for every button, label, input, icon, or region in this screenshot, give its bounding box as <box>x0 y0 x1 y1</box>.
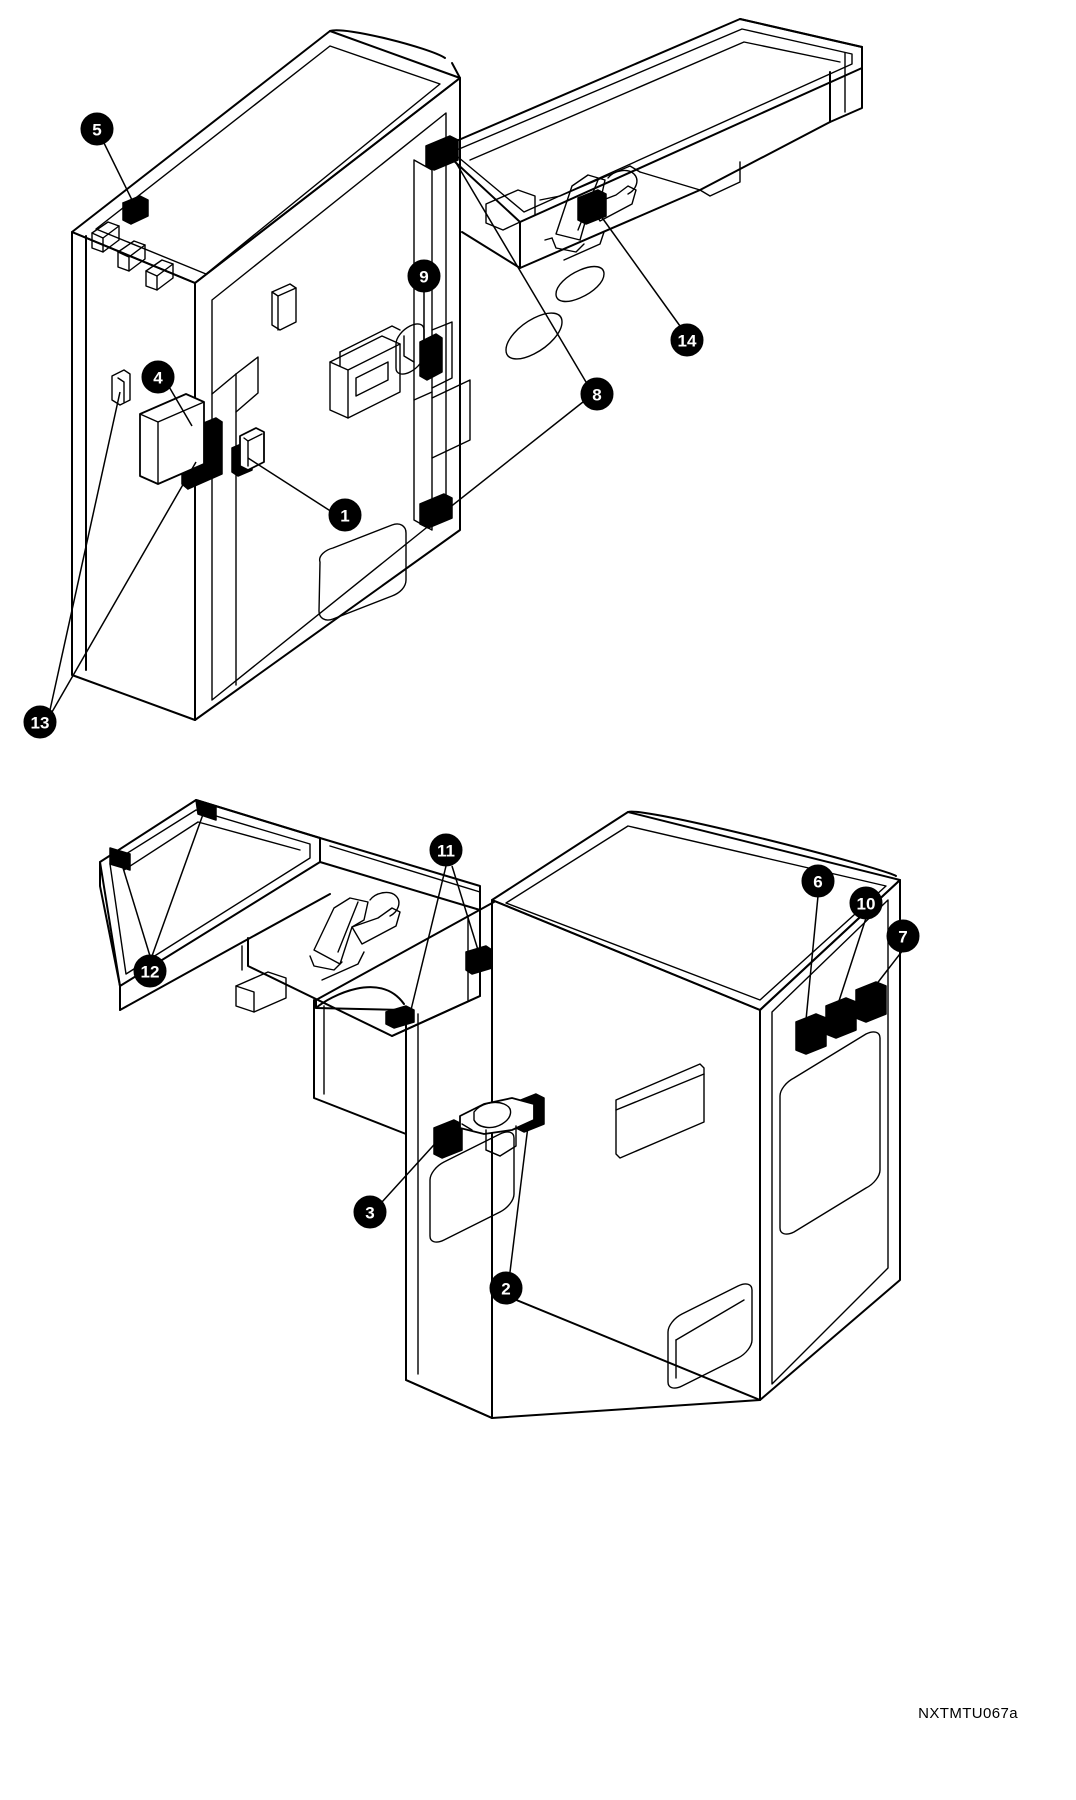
callout-3[interactable] <box>354 1196 386 1228</box>
part-12-upper-block <box>196 800 216 820</box>
callout-5-label: 5 <box>92 120 102 140</box>
lower-cabinet-body <box>316 812 900 1418</box>
part-8-lower-block <box>420 494 452 528</box>
part-7-block <box>856 982 886 1022</box>
callout-10-label: 10 <box>856 894 876 914</box>
callout-9-label: 9 <box>419 267 429 287</box>
upper-assembly-view <box>24 19 862 738</box>
callout-7[interactable] <box>887 920 919 952</box>
part-10-block <box>826 998 856 1038</box>
callout-6-label: 6 <box>813 872 823 892</box>
callout-8[interactable] <box>581 378 613 410</box>
callout-10[interactable] <box>850 887 882 919</box>
part-3-block <box>434 1120 462 1158</box>
callout-4-label: 4 <box>153 368 163 388</box>
part-11-upper-block <box>466 946 492 974</box>
callout-13[interactable] <box>24 706 56 738</box>
callout-1-label: 1 <box>340 506 350 526</box>
callout-3-label: 3 <box>365 1203 375 1223</box>
callout-14-label: 14 <box>677 331 697 351</box>
upper-tray <box>440 19 862 359</box>
callout-7-label: 7 <box>898 927 908 947</box>
callout-2[interactable] <box>490 1272 522 1304</box>
part-9-block <box>420 334 442 380</box>
callout-4[interactable] <box>142 361 174 393</box>
callout-9[interactable] <box>408 260 440 292</box>
callout-14[interactable] <box>671 324 703 356</box>
part-8-upper-block <box>426 136 458 170</box>
part-5-block <box>123 196 148 224</box>
callout-12[interactable] <box>134 955 166 987</box>
callout-6[interactable] <box>802 865 834 897</box>
callout-2-label: 2 <box>501 1279 511 1299</box>
callout-1[interactable] <box>329 499 361 531</box>
callout-5[interactable] <box>81 113 113 145</box>
callout-11[interactable] <box>430 834 462 866</box>
callout-11-label: 11 <box>437 841 455 861</box>
part-6-block <box>796 1014 826 1054</box>
callout-13-label: 13 <box>30 713 50 733</box>
part-14-block <box>578 190 606 224</box>
callout-8-label: 8 <box>592 385 602 405</box>
lower-assembly-view <box>100 800 919 1418</box>
figure-id-label: NXTMTU067a <box>918 1705 1018 1722</box>
callout-12-label: 12 <box>140 962 160 982</box>
